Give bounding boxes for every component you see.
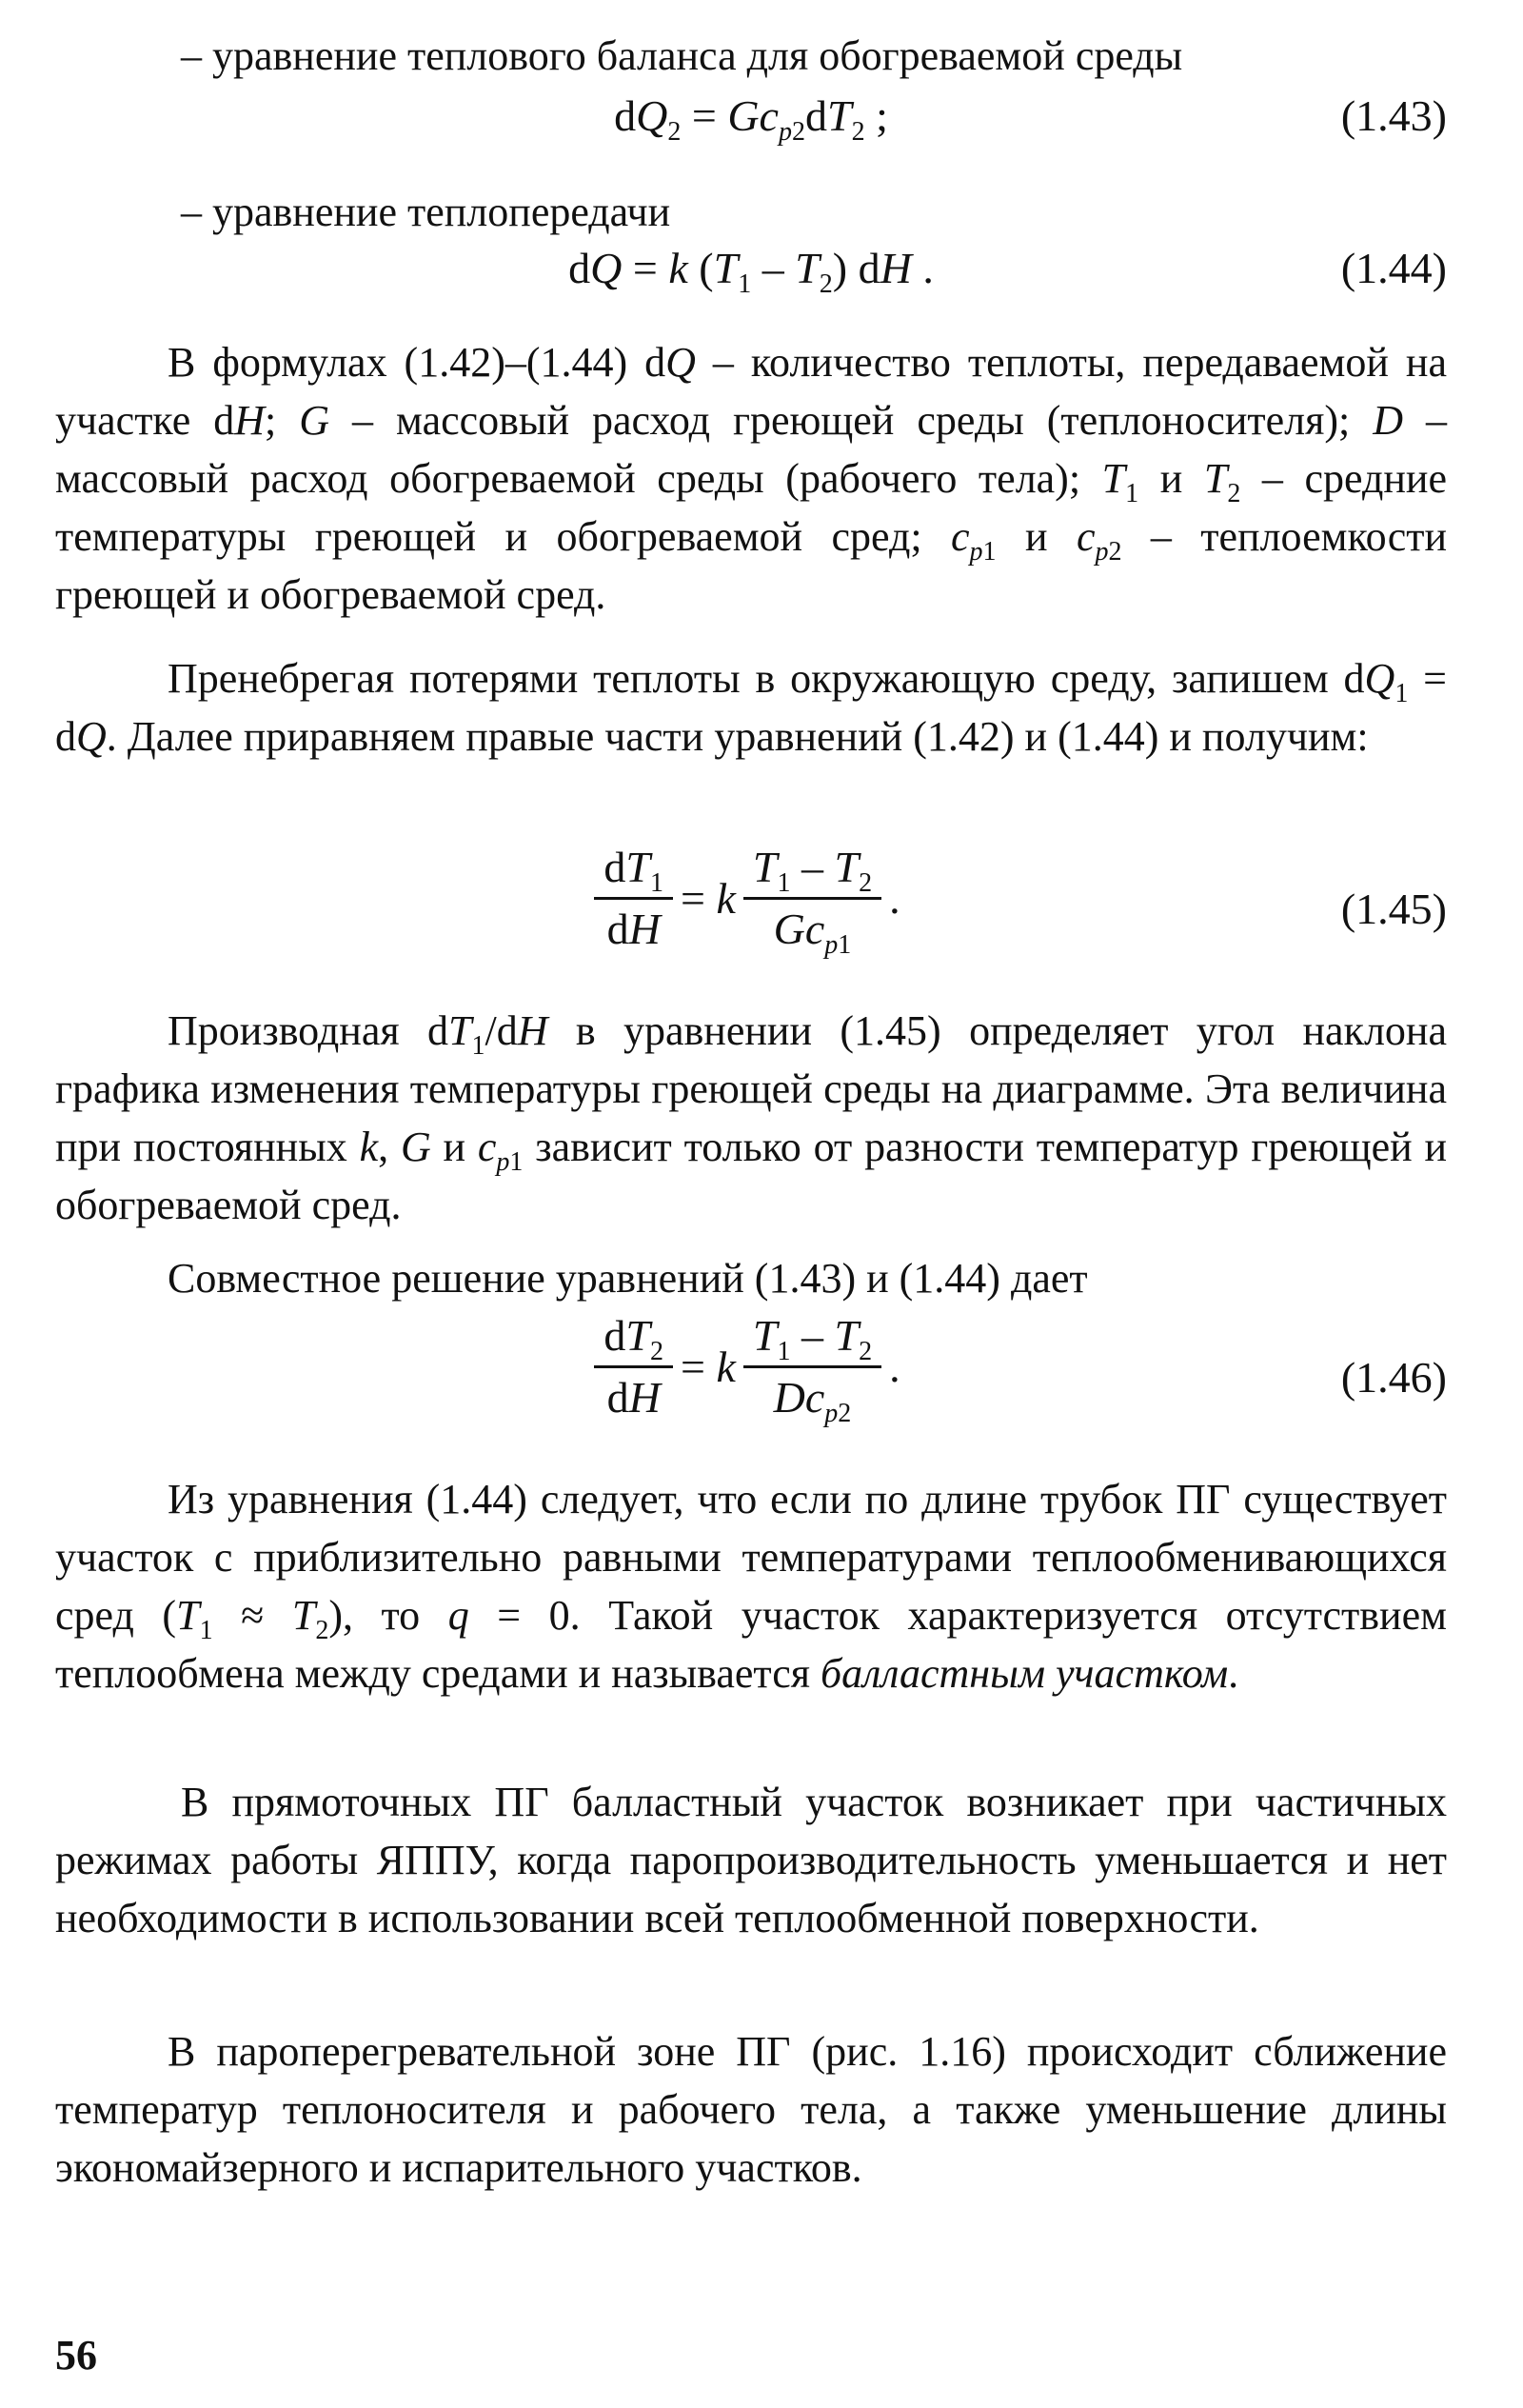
equation-1-45-number: (1.45) bbox=[1340, 885, 1447, 933]
heated-balance-caption: – уравнение теплового баланса для обогреваемой среды bbox=[181, 32, 1183, 79]
neglect-losses-paragraph: Пренебрегая потерями теплоты в окружающую среду, запишем $dQ_1$ = dQ. Далее приравняем правые части уравнений (1.42) и (1.44) и получим: bbox=[55, 655, 1447, 760]
joint-solution-paragraph: Совместное решение уравнений (1.43) и (1.44) дает bbox=[168, 1255, 1088, 1302]
ballast-section-paragraph: Из уравнения (1.44) следует, что если по длине трубок ПГ существует участок с приблизительно равными температурами теплообменивающихся сред $(T_1 \approx T_2)$, то q = 0. Такой участок характеризуется отсутствием теплообмена между средами и называется балластным участком. bbox=[55, 1476, 1447, 1697]
equation-1-44-body: dQ = k $(T_1 - T_2)$ dH . bbox=[568, 244, 934, 299]
page-number: 56 bbox=[55, 2332, 97, 2378]
equation-1-46-body: $\frac{dT_2}{dH}$ = k $\frac{T_1 - T_2}{Dc_{p2}}$ . bbox=[55, 1306, 1447, 1427]
equation-1-43 bbox=[55, 88, 1447, 145]
superheat-zone-paragraph: В пароперегревательной зоне ПГ (рис. 1.16) происходит сближение температур теплоносителя и рабочего тела, а также уменьшение длины экономайзерного и испарительного участков. bbox=[55, 2028, 1447, 2191]
equation-1-45-body: $\frac{dT_1}{dH}$ = k $\frac{T_1 - T_2}{Gc_{p1}}$ . bbox=[55, 838, 1447, 959]
equation-1-46 bbox=[55, 1306, 1447, 1449]
term-ballast-section: балластным участком bbox=[820, 1650, 1229, 1697]
heat-transfer-caption: – уравнение теплопередачи bbox=[181, 189, 671, 235]
equation-1-43-number: (1.43) bbox=[1340, 91, 1447, 140]
equation-1-44 bbox=[55, 240, 1447, 297]
derivative-paragraph: Производная $dT_1/dH$ в уравнении (1.45) определяет угол наклона графика изменения температуры греющей среды на диаграмме. Эта величина при постоянных k, G и $c_{p1}$ зависит только от разности температур греющей и обогреваемой сред. bbox=[55, 1007, 1448, 1228]
formula-definitions-paragraph: В формулах (1.42)–(1.44) dQ – количество теплоты, передаваемой на участке dH; G – массовый расход греющей среды (теплоносителя); D – массовый расход обогреваемой среды (рабочего тела); $T_1$ и $T_2$ – средние температуры греющей и обогреваемой сред; $c_{p1}$ и $c_{p2}$ – теплоемкости греющей и обогреваемой сред. bbox=[55, 339, 1448, 618]
equation-1-43-body: $dQ_2 = Gc_{p2}dT_2$ ; bbox=[614, 91, 888, 147]
direct-flow-paragraph: В прямоточных ПГ балластный участок возникает при частичных режимах работы ЯППУ, когда паропроизводительность уменьшается и нет необходимости в использовании всей теплообменной поверхности. bbox=[55, 1779, 1447, 1941]
equation-1-46-number: (1.46) bbox=[1340, 1353, 1447, 1402]
equation-1-45 bbox=[55, 838, 1447, 981]
equation-1-44-number: (1.44) bbox=[1340, 244, 1447, 292]
